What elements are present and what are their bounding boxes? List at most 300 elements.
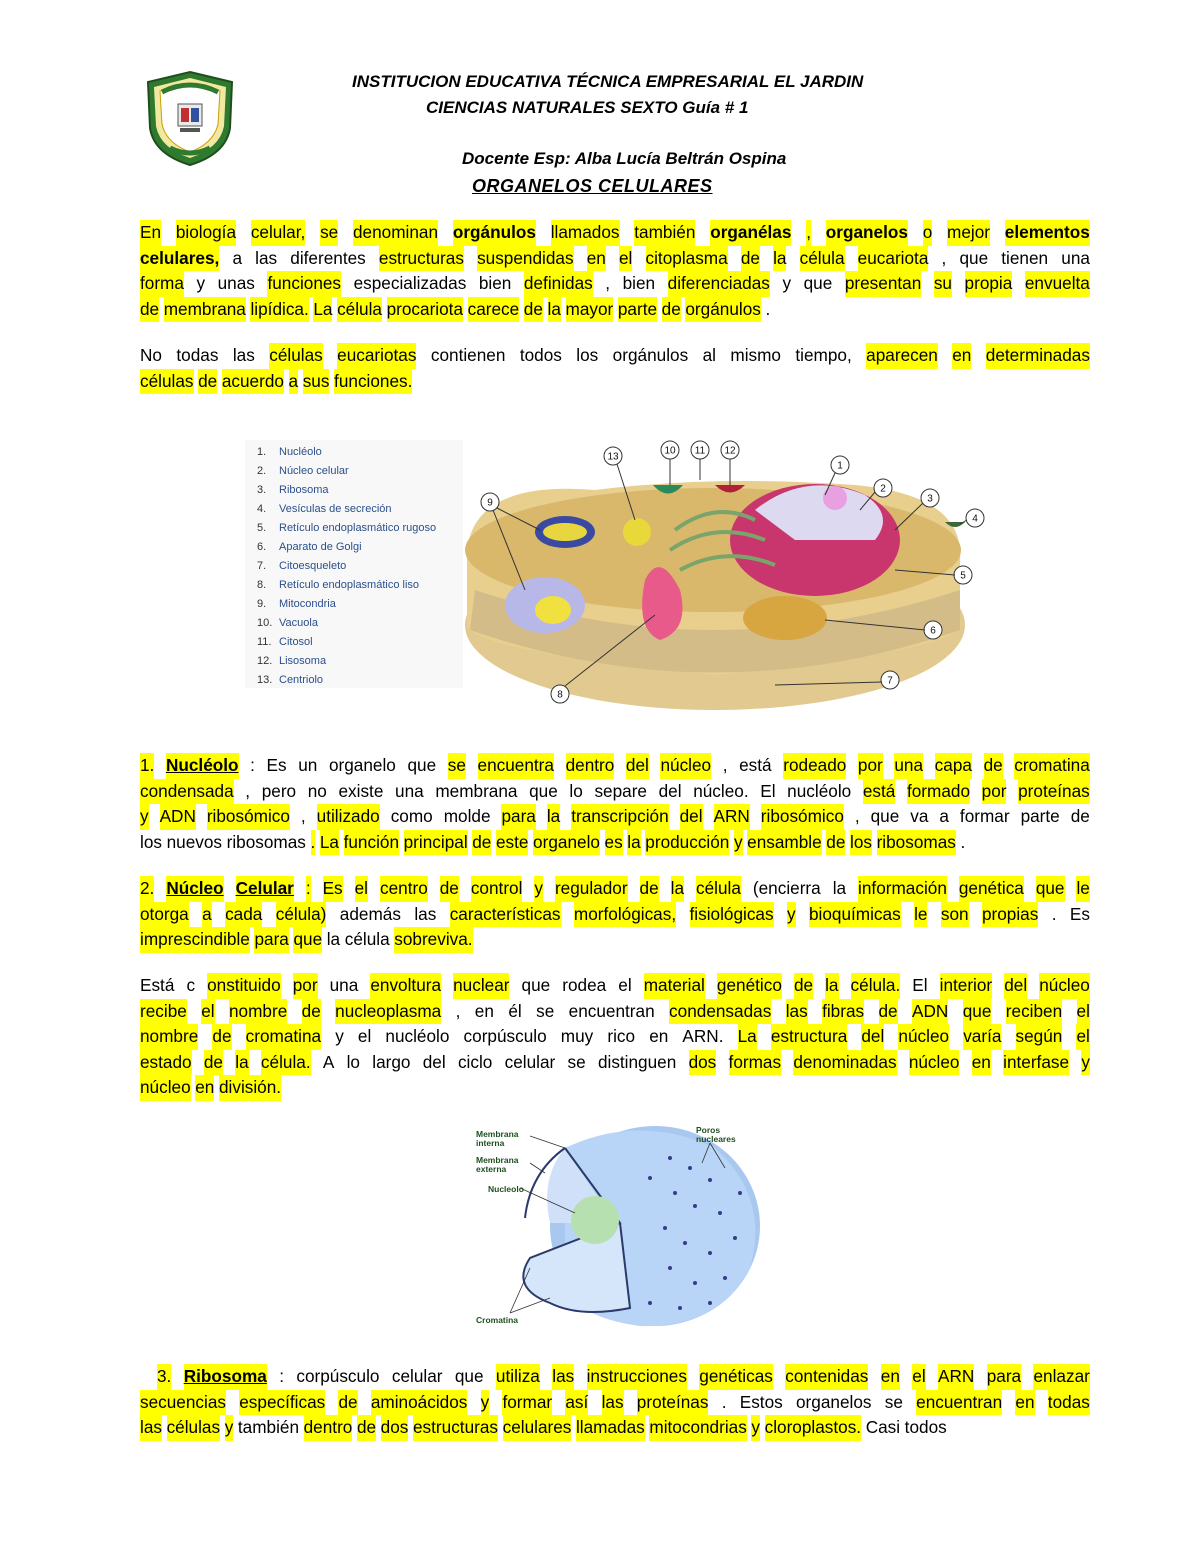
word: que xyxy=(529,780,558,801)
word: del xyxy=(422,1051,446,1072)
word: distinguen xyxy=(597,1051,677,1072)
word: en xyxy=(1015,1390,1034,1416)
word: ADN xyxy=(160,804,196,830)
word: de xyxy=(524,297,543,323)
word: de xyxy=(1070,806,1090,827)
legend-item xyxy=(257,598,336,610)
word: estructuras xyxy=(379,246,464,272)
word: de xyxy=(440,876,459,902)
word: biología xyxy=(176,220,236,246)
word: proteínas xyxy=(637,1390,709,1416)
word: Es xyxy=(323,876,343,902)
word: producción xyxy=(645,830,729,856)
word: va xyxy=(910,806,929,827)
word: muy xyxy=(560,1026,594,1047)
word: se xyxy=(320,220,338,246)
callout-number: 9 xyxy=(487,497,493,509)
word: c xyxy=(186,975,196,995)
word: en xyxy=(881,1364,900,1390)
text-line xyxy=(140,1415,1090,1441)
word: especializadas xyxy=(353,273,467,294)
word: todos xyxy=(904,1417,947,1438)
word: se xyxy=(448,753,466,779)
word: nucléolo xyxy=(787,780,852,801)
word: organelo xyxy=(533,830,600,856)
word: envoltura xyxy=(370,973,441,999)
word: el xyxy=(357,1026,372,1047)
word: ribosomas xyxy=(226,831,306,852)
legend-number: 5. xyxy=(257,522,267,534)
word: la xyxy=(548,297,561,323)
word: del xyxy=(680,804,703,830)
word: formar xyxy=(959,806,1010,827)
text-line xyxy=(140,804,1090,830)
word: La xyxy=(738,1024,757,1050)
word: célula xyxy=(344,929,390,950)
school-shield-logo xyxy=(140,68,240,168)
word: los xyxy=(576,345,599,365)
word: genético xyxy=(717,973,782,999)
word: su xyxy=(934,271,952,297)
word: presentan xyxy=(845,271,921,297)
word: El xyxy=(760,780,776,801)
legend-label: Ribosoma xyxy=(279,484,329,496)
callout-number: 10 xyxy=(664,445,676,457)
word: la xyxy=(547,804,560,830)
callout-number: 5 xyxy=(960,570,966,582)
word: transcripción xyxy=(571,804,668,830)
word: célula. xyxy=(261,1050,311,1076)
word: lo xyxy=(569,780,583,801)
word: nuevos xyxy=(166,831,223,852)
word: este xyxy=(496,830,529,856)
word: que xyxy=(959,247,989,268)
word: cromatina xyxy=(1014,753,1089,779)
word: ribosómico xyxy=(207,804,290,830)
legend-label: Mitocondria xyxy=(279,598,336,610)
word: del xyxy=(658,780,682,801)
word: célula. xyxy=(851,973,901,999)
word: no xyxy=(307,780,327,801)
label-poros-nucleares: Poros nucleares xyxy=(696,1125,736,1144)
word: célula) xyxy=(276,902,327,928)
word: nucléolo xyxy=(385,1026,450,1047)
word: formado xyxy=(907,779,970,805)
word: por xyxy=(293,973,318,999)
word: es xyxy=(605,830,623,856)
word: encuentran xyxy=(568,1000,655,1021)
text-line xyxy=(140,1075,1090,1101)
word: estructura xyxy=(771,1024,847,1050)
label-membrana-interna: Membrana interna xyxy=(476,1129,519,1148)
word: carece xyxy=(468,297,520,323)
legend-number: 10. xyxy=(257,617,273,629)
word: estado xyxy=(140,1050,192,1076)
word: reciben xyxy=(1006,999,1062,1025)
word: La xyxy=(320,830,339,856)
word: la xyxy=(773,246,786,272)
word: Casi xyxy=(865,1417,901,1438)
legend-number: 2. xyxy=(257,465,267,477)
legend-label: Núcleo celular xyxy=(279,465,349,477)
word: En xyxy=(140,220,161,246)
callout-number: 1 xyxy=(837,460,843,472)
word: dos xyxy=(689,1050,717,1076)
word: condensada xyxy=(140,779,234,805)
word: o xyxy=(923,220,933,246)
word: a xyxy=(232,247,243,268)
word: que xyxy=(1036,876,1065,902)
word: también xyxy=(237,1417,300,1438)
word: propia xyxy=(965,271,1013,297)
legend-item xyxy=(257,522,436,534)
word: los xyxy=(850,830,872,856)
word: : xyxy=(306,876,311,902)
word: genética xyxy=(959,876,1024,902)
word: y xyxy=(734,830,743,856)
word: encuentran xyxy=(916,1390,1002,1416)
callout-number: 7 xyxy=(887,675,893,687)
legend-item xyxy=(257,617,318,629)
word: célula xyxy=(696,876,741,902)
word: , xyxy=(722,755,728,775)
word: encuentra xyxy=(478,753,554,779)
word: núcleo xyxy=(1039,973,1090,999)
word: las xyxy=(602,1390,624,1416)
word: Está xyxy=(140,975,175,995)
word: Nucléolo xyxy=(166,753,239,779)
word: de xyxy=(338,1390,357,1416)
word: de xyxy=(984,753,1003,779)
text-line xyxy=(140,271,1090,297)
word: en xyxy=(972,1050,991,1076)
word: y xyxy=(534,876,543,902)
word: nombre xyxy=(229,999,287,1025)
text-line xyxy=(140,220,1090,246)
text-line xyxy=(140,973,1090,999)
word: celulares xyxy=(503,1415,572,1441)
word: nucleoplasma xyxy=(335,999,441,1025)
word: bien xyxy=(622,273,656,294)
callout-number: 4 xyxy=(972,513,978,525)
word: la xyxy=(627,830,640,856)
word: diferenciadas xyxy=(668,271,770,297)
word: estructuras xyxy=(413,1415,498,1441)
word: nuclear xyxy=(453,973,509,999)
page-title: ORGANELOS CELULARES xyxy=(472,176,713,196)
text-line xyxy=(140,1390,1090,1416)
word: un xyxy=(298,755,318,775)
word: A xyxy=(322,1051,335,1072)
word: el xyxy=(1076,1024,1089,1050)
word: formar xyxy=(502,1390,552,1416)
word: existe xyxy=(338,780,384,801)
word: contienen xyxy=(430,345,506,365)
word: los xyxy=(140,831,162,852)
word: Estos xyxy=(739,1391,783,1412)
word: membrana xyxy=(164,297,246,323)
word: en xyxy=(649,1026,669,1047)
word: determinadas xyxy=(986,343,1090,369)
word: que xyxy=(870,806,900,827)
word: recibe xyxy=(140,999,187,1025)
word: fibras xyxy=(822,999,864,1025)
text-line xyxy=(140,1364,1090,1390)
word: material xyxy=(644,973,705,999)
word: al xyxy=(702,345,716,365)
word: las xyxy=(414,903,437,924)
word: para xyxy=(987,1364,1021,1390)
nucleo-paragraph xyxy=(140,876,1090,953)
label-membrana-externa: Membrana externa xyxy=(476,1155,519,1174)
word: llamados xyxy=(551,220,620,246)
word: las xyxy=(255,247,278,268)
word: que xyxy=(803,273,833,294)
text-line xyxy=(140,369,1090,395)
legend-label: Citosol xyxy=(279,636,313,648)
word: eucariota xyxy=(858,246,929,272)
word: el xyxy=(618,975,632,995)
word: de xyxy=(826,830,845,856)
word: que xyxy=(963,999,992,1025)
word: formas xyxy=(729,1050,782,1076)
word: proteínas xyxy=(1018,779,1090,805)
word: y xyxy=(782,273,792,294)
word: del xyxy=(861,1024,884,1050)
legend-number: 3. xyxy=(257,484,267,496)
legend-item xyxy=(257,541,362,553)
nucleolo-paragraph xyxy=(140,753,1090,855)
word: parte xyxy=(618,297,657,323)
legend-label: Vesículas de secreción xyxy=(279,503,392,515)
word: como xyxy=(390,806,433,827)
word: ARN xyxy=(714,804,750,830)
word: El xyxy=(912,975,928,995)
word: todas xyxy=(176,345,219,365)
word: de xyxy=(212,1024,231,1050)
word: y xyxy=(196,273,206,294)
word: , xyxy=(605,273,611,294)
word: y xyxy=(1081,1050,1090,1076)
word: una xyxy=(329,975,359,995)
word: rico xyxy=(607,1026,636,1047)
legend-label: Centriolo xyxy=(279,674,324,686)
word: Ribosoma xyxy=(184,1364,267,1390)
word: dos xyxy=(381,1415,409,1441)
word: de xyxy=(662,297,681,323)
legend-number: 13. xyxy=(257,674,273,686)
word: célula xyxy=(337,297,382,323)
word: de xyxy=(472,830,491,856)
word: ensamble xyxy=(747,830,822,856)
word: ribosómico xyxy=(761,804,844,830)
callout-number: 2 xyxy=(880,483,886,495)
word: organélas xyxy=(710,220,791,246)
word: . xyxy=(311,830,316,856)
word: y xyxy=(225,1415,234,1441)
word: pero xyxy=(261,780,297,801)
word: lipídica. xyxy=(250,297,308,323)
word: núcleo xyxy=(660,753,711,779)
word: de xyxy=(741,246,760,272)
word: 3. xyxy=(157,1364,171,1390)
word: una xyxy=(395,780,424,801)
word: funciones. xyxy=(334,369,412,395)
word: . xyxy=(960,831,966,852)
word: núcleo. xyxy=(693,780,749,801)
word: aminoácidos xyxy=(371,1390,468,1416)
word: todas xyxy=(1048,1390,1090,1416)
word: células xyxy=(167,1415,221,1441)
word: división. xyxy=(219,1075,281,1101)
word: y xyxy=(481,1390,490,1416)
word: celular, xyxy=(251,220,305,246)
word: fisiológicas xyxy=(690,902,774,928)
callout-number: 3 xyxy=(927,493,933,505)
word: cloroplastos. xyxy=(765,1415,862,1441)
word: para xyxy=(501,804,535,830)
word: mejor xyxy=(947,220,990,246)
word: procariota xyxy=(387,297,463,323)
legend-number: 11. xyxy=(257,636,272,648)
word: acuerdo xyxy=(222,369,284,395)
word: genéticas xyxy=(699,1364,773,1390)
word: se xyxy=(567,1051,586,1072)
word: Celular xyxy=(236,876,294,902)
organelle-legend xyxy=(245,440,463,688)
word: y xyxy=(140,804,149,830)
callout-number: 13 xyxy=(607,451,619,463)
word: secuencias xyxy=(140,1390,226,1416)
word: celular xyxy=(391,1366,443,1386)
word: principal xyxy=(404,830,468,856)
word: . xyxy=(765,298,771,319)
word: cada xyxy=(225,902,262,928)
text-line xyxy=(140,779,1090,805)
word: definidas xyxy=(524,271,593,297)
word: , xyxy=(941,247,947,268)
label-nucleolo: Nucleolo xyxy=(488,1184,524,1194)
legend-item xyxy=(257,446,322,458)
legend-label: Retículo endoplasmático rugoso xyxy=(279,522,437,534)
word: denominadas xyxy=(793,1050,896,1076)
legend-number: 4. xyxy=(257,503,267,515)
word: dentro xyxy=(304,1415,353,1441)
word: él xyxy=(508,1000,522,1021)
word: celulares, xyxy=(140,246,219,272)
word: se xyxy=(884,1391,903,1412)
word: la xyxy=(235,1050,248,1076)
legend-label: Citoesqueleto xyxy=(279,560,347,572)
word: lo xyxy=(346,1051,360,1072)
word: propias xyxy=(982,902,1038,928)
callout-number: 8 xyxy=(557,689,563,701)
word: membrana xyxy=(435,780,518,801)
word: todos xyxy=(519,345,562,365)
text-line xyxy=(140,830,1090,856)
word: tiempo, xyxy=(795,345,852,365)
word: celular xyxy=(504,1051,556,1072)
word: se xyxy=(536,1000,555,1021)
word: la xyxy=(671,876,684,902)
word: las xyxy=(140,1415,162,1441)
ribosoma-paragraph xyxy=(140,1364,1090,1441)
word: núcleo xyxy=(140,1075,191,1101)
word: de xyxy=(302,999,321,1025)
word: el xyxy=(912,1364,925,1390)
legend-number: 1. xyxy=(257,446,267,458)
word: está xyxy=(863,779,896,805)
cell-diagram-figure xyxy=(245,440,1095,720)
word: células xyxy=(269,343,323,369)
word: y xyxy=(751,1415,760,1441)
legend-item xyxy=(257,655,326,667)
word: corpúsculo xyxy=(296,1366,380,1386)
callout-number: 12 xyxy=(724,445,736,457)
word: Núcleo xyxy=(166,876,223,902)
callout-number: 11 xyxy=(694,445,706,457)
legend-number: 8. xyxy=(257,579,267,591)
word: función xyxy=(344,830,399,856)
text-line xyxy=(140,902,1090,928)
word: morfológicas, xyxy=(574,902,676,928)
text-line xyxy=(140,753,1090,779)
word: , xyxy=(806,220,811,246)
word: rodeado xyxy=(783,753,846,779)
word: que xyxy=(293,927,322,953)
text-line xyxy=(140,246,1090,272)
word: célula xyxy=(800,246,845,272)
text-line xyxy=(140,297,1090,323)
word: interior xyxy=(940,973,993,999)
word: en xyxy=(474,1000,494,1021)
word: orgánulos xyxy=(685,297,761,323)
word: en xyxy=(952,343,971,369)
nucleus-illustration xyxy=(470,1118,770,1330)
legend-number: 6. xyxy=(257,541,267,553)
word: , xyxy=(300,806,306,827)
word: así xyxy=(565,1390,588,1416)
nucleus-figure xyxy=(470,1118,770,1330)
word: ciclo xyxy=(457,1051,493,1072)
word: centro xyxy=(380,876,428,902)
word: molde xyxy=(443,806,491,827)
word: ARN xyxy=(938,1364,974,1390)
word: por xyxy=(982,779,1007,805)
word: contenidas xyxy=(785,1364,868,1390)
word: Es xyxy=(266,755,287,775)
word: interfase xyxy=(1003,1050,1069,1076)
word: citoplasma xyxy=(646,246,728,272)
word: . xyxy=(1051,903,1057,924)
word: onstituido xyxy=(207,973,281,999)
word: : xyxy=(279,1366,284,1386)
cell-illustration xyxy=(455,440,1095,720)
word: unas xyxy=(217,273,255,294)
word: bioquímicas xyxy=(809,902,901,928)
word: una xyxy=(894,753,923,779)
word: el xyxy=(1077,999,1090,1025)
word: según xyxy=(1016,1024,1063,1050)
word: : xyxy=(250,755,255,775)
word: eucariotas xyxy=(337,343,416,369)
word: mismo xyxy=(730,345,781,365)
word: el xyxy=(201,999,214,1025)
word: que xyxy=(407,755,437,775)
word: 1. xyxy=(140,753,154,779)
word: las xyxy=(232,345,255,365)
legend-item xyxy=(257,636,313,648)
